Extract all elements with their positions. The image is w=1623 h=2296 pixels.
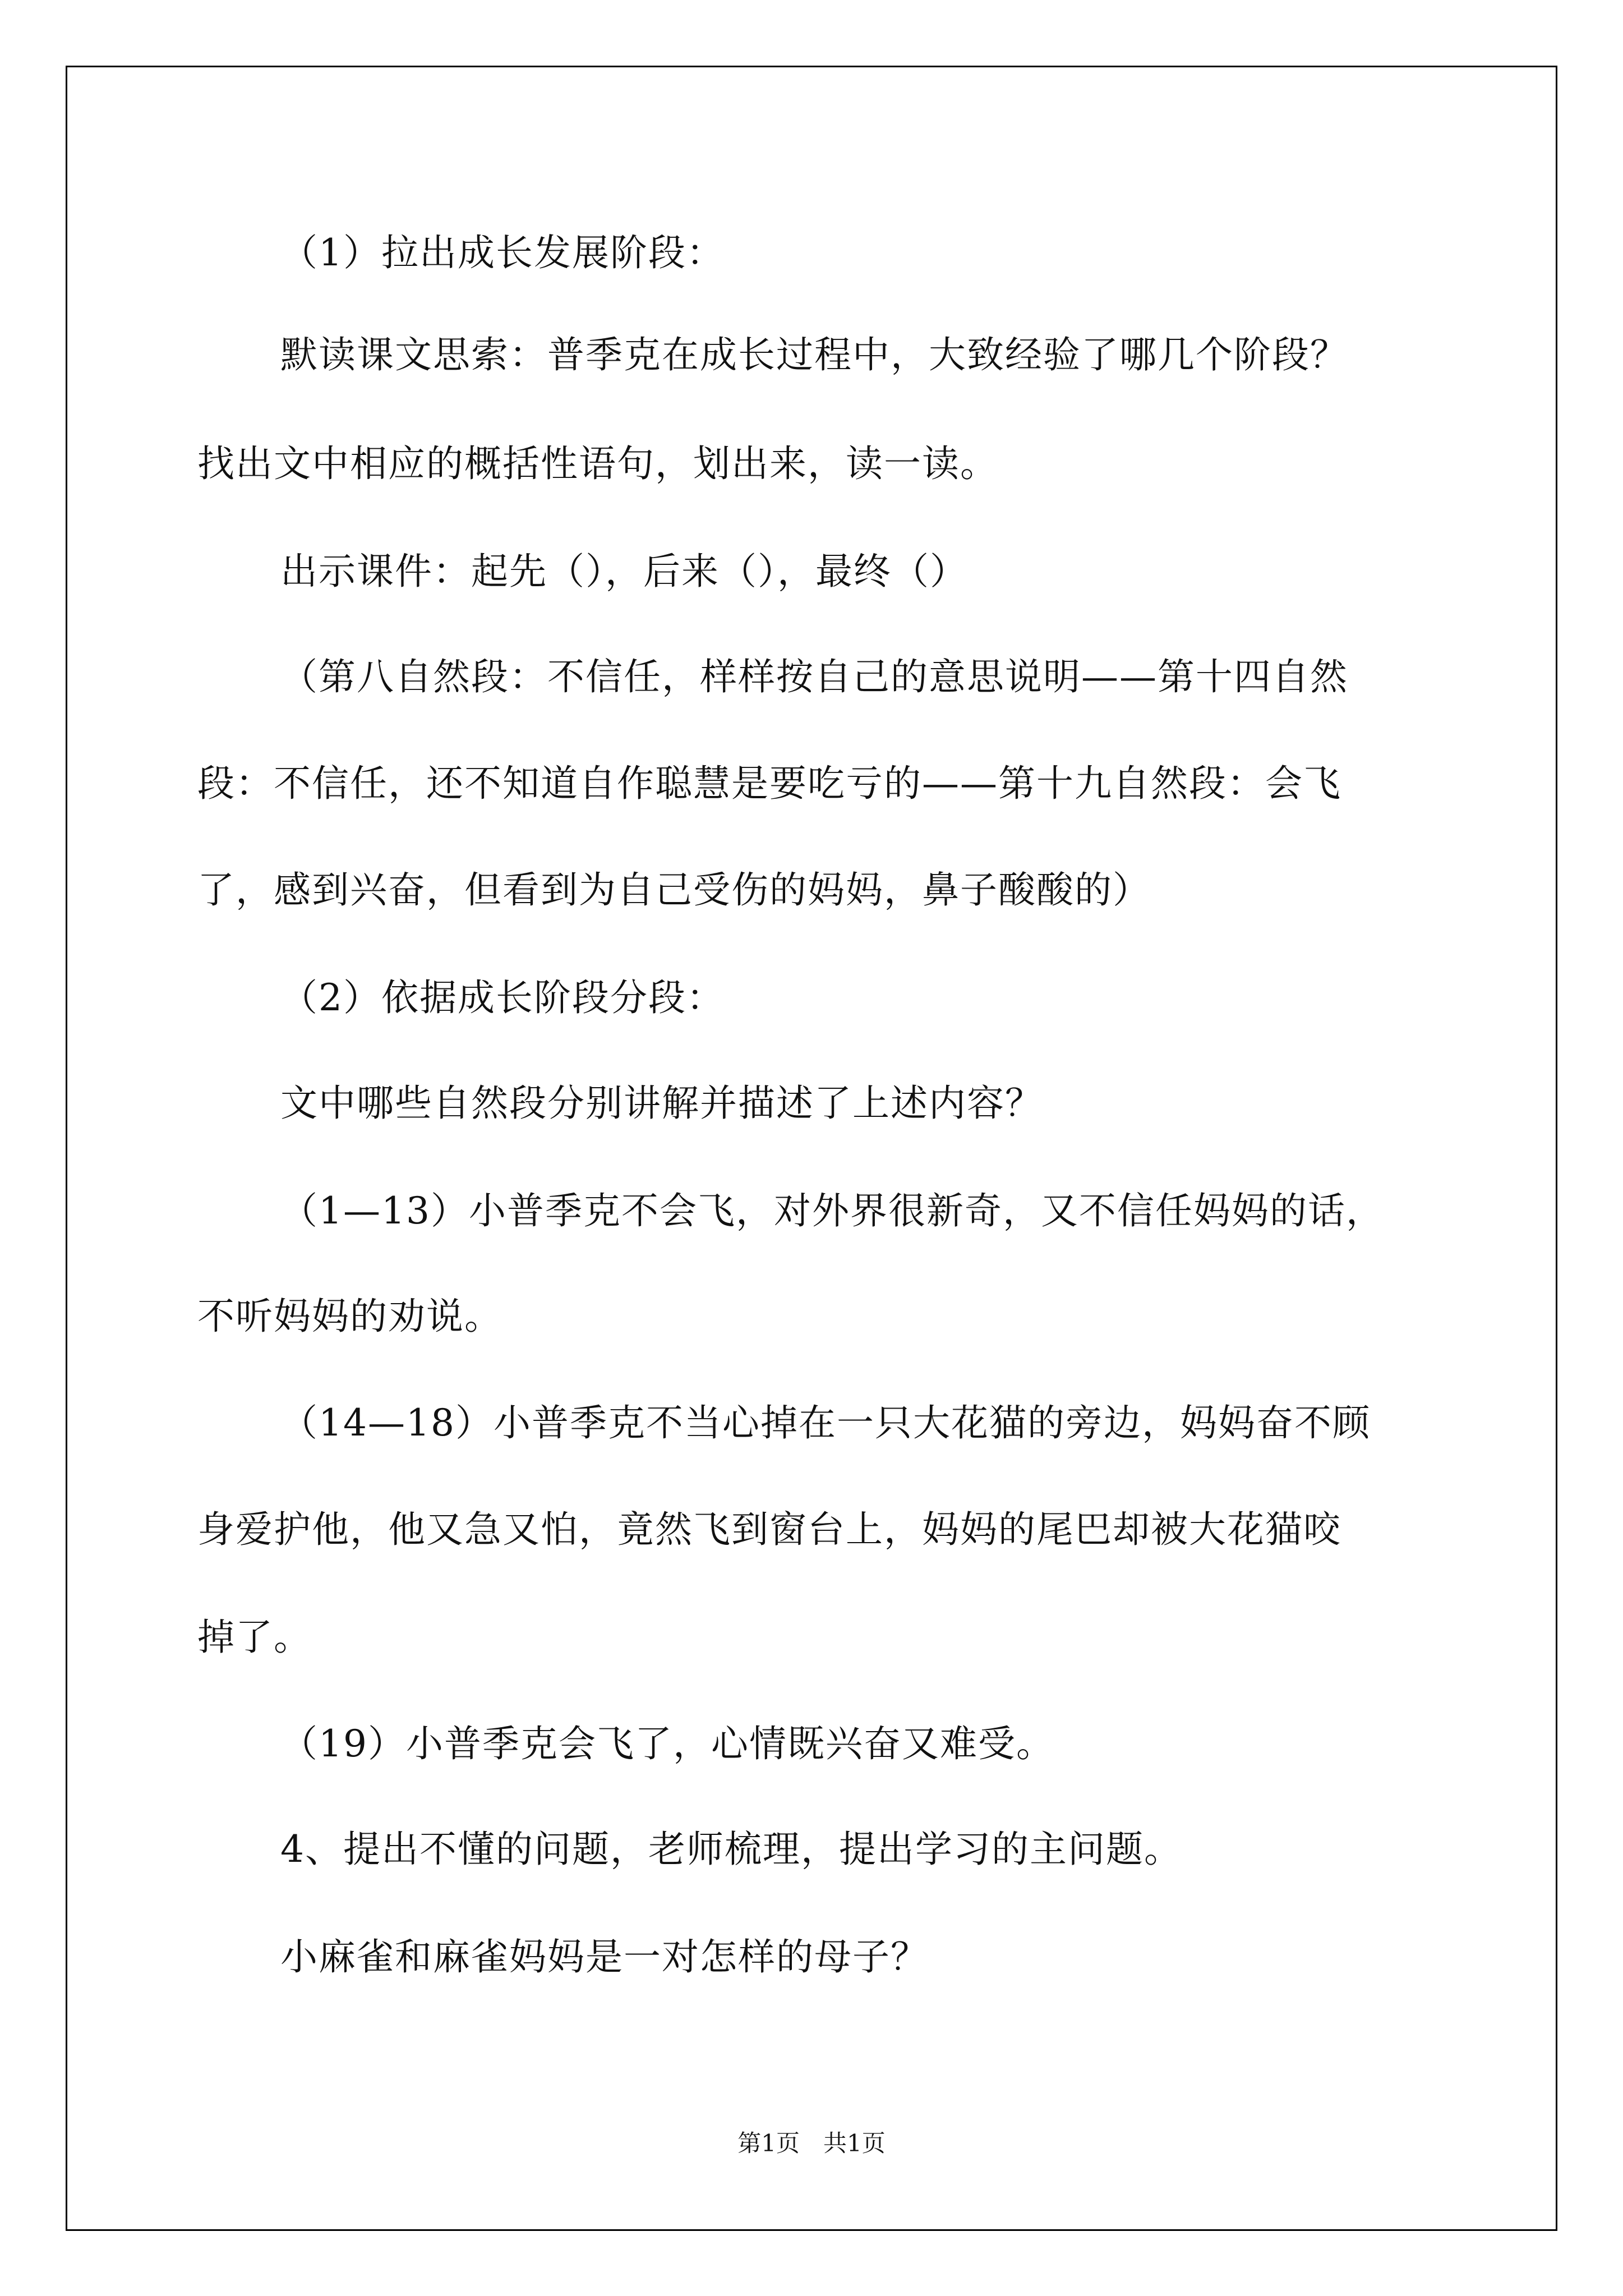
text-line: （1）拉出成长发展阶段： [280, 231, 725, 274]
page-number: 第1页 共1页 [737, 2129, 886, 2157]
text-line: 文中哪些自然段分别讲解并描述了上述内容？ [280, 1082, 1043, 1125]
text-line: 了，感到兴奋，但看到为自己受伤的妈妈，鼻子酸酸的） [197, 868, 1151, 912]
text-line: 默读课文思索：普季克在成长过程中，大致经验了哪几个阶段？ [280, 333, 1348, 376]
text-line: 段：不信任，还不知道自作聪慧是要吃亏的——第十九自然段：会飞 [197, 762, 1341, 805]
text-line: 不听妈妈的劝说。 [197, 1295, 502, 1338]
text-line: 4、提出不懂的问题，老师梳理，提出学习的主问题。 [280, 1828, 1182, 1871]
text-line: 掉了。 [197, 1616, 312, 1659]
text-line: （19）小普季克会飞了，心情既兴奋又难受。 [280, 1722, 1054, 1765]
page-frame [66, 66, 1557, 2231]
text-line: （第八自然段：不信任，样样按自己的意思说明——第十四自然 [280, 655, 1348, 698]
text-line: （2）依据成长阶段分段： [280, 976, 725, 1019]
text-line: 出示课件：起先（），后来（），最终（） [280, 550, 968, 593]
text-line: （14—18）小普季克不当心掉在一只大花猫的旁边，妈妈奋不顾 [280, 1401, 1371, 1444]
text-line: （1—13）小普季克不会飞，对外界很新奇，又不信任妈妈的话， [280, 1189, 1384, 1232]
text-line: 找出文中相应的概括性语句，划出来，读一读。 [197, 442, 998, 485]
text-line: 身爱护他，他又急又怕，竟然飞到窗台上，妈妈的尾巴却被大花猫咬 [197, 1508, 1341, 1551]
text-line: 小麻雀和麻雀妈妈是一对怎样的母子？ [280, 1935, 929, 1978]
